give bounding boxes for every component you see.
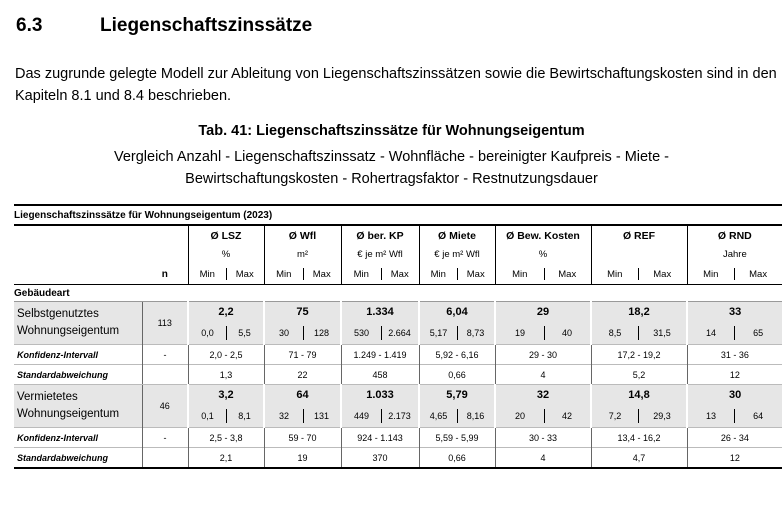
- sd-value: 5,2: [591, 365, 687, 385]
- mean-value: 30: [687, 385, 782, 406]
- mean-value: 18,2: [591, 302, 687, 323]
- min-value: 20: [495, 405, 544, 428]
- min-header: Min: [591, 264, 638, 285]
- min-value: 14: [687, 322, 734, 345]
- min-header: Min: [264, 264, 303, 285]
- column-header-unit: Jahre: [687, 245, 782, 264]
- group-label-line-1: Selbstgenutztes: [17, 308, 99, 320]
- sd-value: 12: [687, 448, 782, 469]
- sd-value: 4: [495, 365, 591, 385]
- group-label: [14, 385, 142, 428]
- column-header-unit: € je m² Wfl: [341, 245, 419, 264]
- max-value: 42: [544, 405, 591, 428]
- ki-label: Konfidenz-Intervall: [14, 428, 142, 448]
- max-header: Max: [734, 264, 782, 285]
- ki-value: 924 - 1.143: [341, 428, 419, 448]
- group-n: 113: [142, 302, 188, 345]
- sd-row: [14, 448, 782, 469]
- sd-value: 19: [264, 448, 341, 469]
- min-value: 8,5: [591, 322, 638, 345]
- sd-value: 0,66: [419, 365, 495, 385]
- ki-value: 5,92 - 6,16: [419, 345, 495, 365]
- n-header: n: [161, 268, 168, 280]
- max-header: Max: [544, 264, 591, 285]
- max-value: 128: [303, 322, 341, 345]
- mean-value: 29: [495, 302, 591, 323]
- sd-value: 0,66: [419, 448, 495, 469]
- min-value: 0,0: [188, 322, 226, 345]
- max-value: 131: [303, 405, 341, 428]
- section-title: Liegenschaftszinssätze: [100, 15, 313, 36]
- sd-label: Standardabweichung: [14, 365, 142, 385]
- group-label-line-1: Vermietetes: [17, 391, 78, 403]
- table-title-row: [14, 205, 782, 225]
- max-header: Max: [303, 264, 341, 285]
- max-header: Max: [226, 264, 264, 285]
- ki-value: 1.249 - 1.419: [341, 345, 419, 365]
- min-header: Min: [687, 264, 734, 285]
- max-value: 2.664: [381, 322, 419, 345]
- ki-value: 2,5 - 3,8: [188, 428, 264, 448]
- column-header-name: Ø Miete: [419, 225, 495, 245]
- ki-value: 29 - 30: [495, 345, 591, 365]
- header-row-names: [14, 225, 782, 245]
- table-title: Liegenschaftszinssätze für Wohnungseigentum (2023): [14, 205, 782, 225]
- ki-value: 26 - 34: [687, 428, 782, 448]
- sd-label: Standardabweichung: [14, 448, 142, 469]
- ki-value: 2,0 - 2,5: [188, 345, 264, 365]
- caption-subtitle-line-1: Vergleich Anzahl - Liegenschaftszinssatz - Wohnfläche - bereinigter Kaufpreis - Miete -: [113, 149, 670, 165]
- column-header-unit: [591, 245, 687, 264]
- sd-row: [14, 365, 782, 385]
- mean-value: 14,8: [591, 385, 687, 406]
- sd-value: 4,7: [591, 448, 687, 469]
- caption-subtitle-line-2: Bewirtschaftungskosten - Rohertragsfaktor - Restnutzungsdauer: [185, 171, 598, 187]
- min-value: 449: [341, 405, 381, 428]
- max-value: 65: [734, 322, 782, 345]
- section-number: 6.3: [16, 15, 43, 36]
- column-header-name: Ø RND: [687, 225, 782, 245]
- group-n: 46: [142, 385, 188, 428]
- min-value: 19: [495, 322, 544, 345]
- mean-value: 75: [264, 302, 341, 323]
- max-value: 2.173: [381, 405, 419, 428]
- sd-value: 12: [687, 365, 782, 385]
- max-value: 40: [544, 322, 591, 345]
- sd-value: 22: [264, 365, 341, 385]
- ki-row: [14, 345, 782, 365]
- sd-value: 4: [495, 448, 591, 469]
- column-header-name: Ø REF: [591, 225, 687, 245]
- table-caption-subtitle: [0, 146, 783, 190]
- max-value: 29,3: [638, 405, 687, 428]
- intro-paragraph: Das zugrunde gelegte Modell zur Ableitung von Liegenschaftszinssätzen sowie die Bewirtschaftungskosten sind in den Kapiteln 8.1 und 8.4 beschrieben.: [15, 66, 777, 104]
- max-value: 31,5: [638, 322, 687, 345]
- mean-value: 6,04: [419, 302, 495, 323]
- min-header: Min: [495, 264, 544, 285]
- max-header: Max: [457, 264, 495, 285]
- min-value: 7,2: [591, 405, 638, 428]
- min-value: 530: [341, 322, 381, 345]
- ki-value: 5,59 - 5,99: [419, 428, 495, 448]
- mean-value: 64: [264, 385, 341, 406]
- group-mean-row: [14, 385, 782, 406]
- min-value: 5,17: [419, 322, 457, 345]
- column-header-name: Ø LSZ: [188, 225, 264, 245]
- sd-value: 1,3: [188, 365, 264, 385]
- mean-value: 1.033: [341, 385, 419, 406]
- max-value: 8,16: [457, 405, 495, 428]
- group-label-line-2: Wohnungseigentum: [17, 408, 120, 420]
- min-value: 30: [264, 322, 303, 345]
- sd-value: 2,1: [188, 448, 264, 469]
- ki-row: [14, 428, 782, 448]
- header-row-minmax: [14, 264, 782, 285]
- column-header-unit: m²: [264, 245, 341, 264]
- max-value: 5,5: [226, 322, 264, 345]
- min-header: Min: [419, 264, 457, 285]
- max-value: 64: [734, 405, 782, 428]
- column-header-unit: %: [495, 245, 591, 264]
- mean-value: 2,2: [188, 302, 264, 323]
- column-header-unit: %: [188, 245, 264, 264]
- sd-value: 370: [341, 448, 419, 469]
- min-value: 32: [264, 405, 303, 428]
- table-caption-title: Tab. 41: Liegenschaftszinssätze für Wohnungseigentum: [198, 123, 585, 139]
- sd-value: 458: [341, 365, 419, 385]
- mean-value: 5,79: [419, 385, 495, 406]
- lsz-table: [14, 204, 782, 469]
- min-value: 4,65: [419, 405, 457, 428]
- ki-value: 13,4 - 16,2: [591, 428, 687, 448]
- mean-value: 33: [687, 302, 782, 323]
- ki-n: -: [142, 345, 188, 365]
- group-header-row: [14, 285, 782, 302]
- ki-value: 59 - 70: [264, 428, 341, 448]
- ki-n: -: [142, 428, 188, 448]
- min-header: Min: [341, 264, 381, 285]
- min-value: 0,1: [188, 405, 226, 428]
- mean-value: 1.334: [341, 302, 419, 323]
- min-value: 13: [687, 405, 734, 428]
- ki-value: 17,2 - 19,2: [591, 345, 687, 365]
- column-header-name: Ø ber. KP: [341, 225, 419, 245]
- column-header-name: Ø Wfl: [264, 225, 341, 245]
- ki-value: 30 - 33: [495, 428, 591, 448]
- mean-value: 3,2: [188, 385, 264, 406]
- ki-value: 31 - 36: [687, 345, 782, 365]
- max-header: Max: [381, 264, 419, 285]
- group-label: [14, 302, 142, 345]
- max-value: 8,1: [226, 405, 264, 428]
- header-row-units: [14, 245, 782, 264]
- mean-value: 32: [495, 385, 591, 406]
- group-label-line-2: Wohnungseigentum: [17, 325, 120, 337]
- max-header: Max: [638, 264, 687, 285]
- max-value: 8,73: [457, 322, 495, 345]
- group-mean-row: [14, 302, 782, 323]
- column-header-unit: € je m² Wfl: [419, 245, 495, 264]
- ki-label: Konfidenz-Intervall: [14, 345, 142, 365]
- column-header-name: Ø Bew. Kosten: [495, 225, 591, 245]
- ki-value: 71 - 79: [264, 345, 341, 365]
- min-header: Min: [188, 264, 226, 285]
- group-header: Gebäudeart: [14, 285, 782, 302]
